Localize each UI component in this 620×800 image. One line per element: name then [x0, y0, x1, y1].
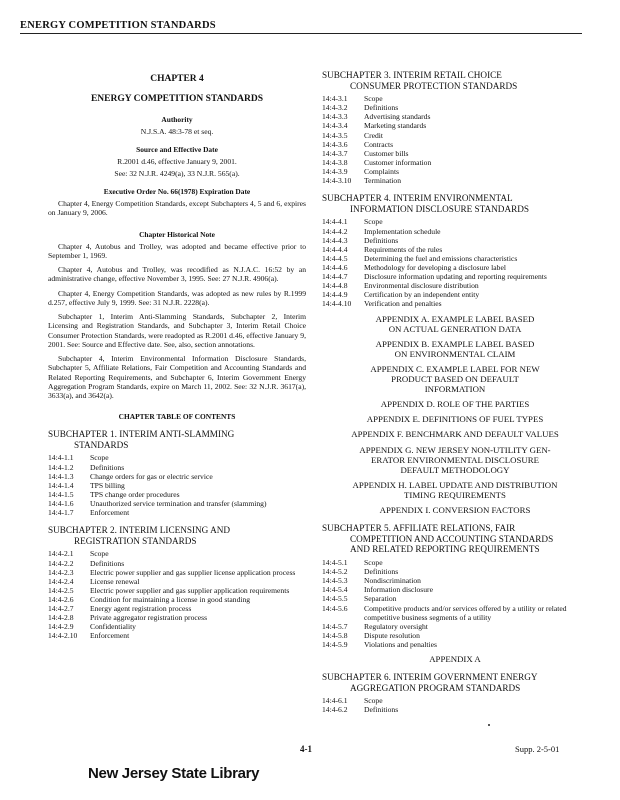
appendix-b-title: APPENDIX B. EXAMPLE LABEL BASED ON ENVIRONMENTAL CLAIM: [375, 338, 535, 359]
appendix-a-title: APPENDIX A. EXAMPLE LABEL BASED ON ACTUAL GENERATION DATA: [375, 313, 535, 334]
section-row: 14:4-5.2 Definitions: [322, 567, 399, 577]
section-row: 14:4-4.9 Certification by an independent entity: [322, 290, 480, 300]
section-row: 14:4-2.4 License renewal: [48, 576, 140, 586]
section-row: 14:4-1.6 Unauthorized service termination and transfer (slamming): [48, 499, 267, 509]
section-row: 14:4-5.9 Violations and penalties: [322, 639, 437, 649]
section-row: 14:4-3.5 Credit: [322, 130, 383, 140]
section-row: 14:4-2.8 Private aggregator registration process: [48, 613, 208, 623]
section-row: 14:4-4.8 Environmental disclosure distribution: [322, 281, 479, 291]
subchapter-6-sections: [322, 696, 588, 714]
subchapter-2-title: SUBCHAPTER 2. INTERIM LICENSING AND REGISTRATION STANDARDS: [48, 525, 230, 546]
subchapter-3-title: SUBCHAPTER 3. INTERIM RETAIL CHOICE CONSUMER PROTECTION STANDARDS: [322, 70, 518, 91]
subchapter-4-title: SUBCHAPTER 4. INTERIM ENVIRONMENTAL INFORMATION DISCLOSURE STANDARDS: [322, 193, 529, 214]
section-row: 14:4-5.3 Nondiscrimination: [322, 576, 421, 586]
subchapter-3-sections: [322, 94, 588, 185]
section-row: 14:4-2.3 Electric power supplier and gas supplier license application process: [48, 567, 296, 577]
supplement-date: Supp. 2-5-01: [515, 744, 560, 754]
appendix-f-title: APPENDIX F. BENCHMARK AND DEFAULT VALUES: [351, 429, 559, 440]
appendix-h-title: APPENDIX H. LABEL UPDATE AND DISTRIBUTION TIMING REQUIREMENTS: [352, 479, 558, 501]
section-row: 14:4-5.7 Regulatory oversight: [322, 621, 428, 631]
toc-heading: CHAPTER TABLE OF CONTENTS: [118, 412, 236, 422]
chapter-number: CHAPTER 4: [150, 74, 204, 84]
section-row: 14:4-3.2 Definitions: [322, 103, 399, 113]
section-row: 14:4-2.9 Confidentiality: [48, 622, 136, 632]
section-row: 14:4-2.10 Enforcement: [48, 631, 130, 641]
chapter-title: ENERGY COMPETITION STANDARDS: [90, 93, 264, 104]
running-head: ENERGY COMPETITION STANDARDS: [20, 20, 582, 34]
authority-text: N.J.S.A. 48:3-78 et seq.: [140, 127, 214, 137]
executive-order-text: Chapter 4, Energy Competition Standards, except Subchapters 4, 5 and 6, expires on January 9, 2006.: [48, 199, 306, 218]
stray-dot: [488, 724, 490, 726]
subchapter-4-sections: [322, 217, 588, 308]
section-row: 14:4-4.3 Definitions: [322, 235, 399, 245]
section-row: 14:4-1.1 Scope: [48, 453, 109, 463]
subchapter-2-sections: [48, 549, 306, 640]
appendix-i-title: APPENDIX I. CONVERSION FACTORS: [379, 505, 531, 516]
section-row: 14:4-6.1 Scope: [322, 696, 383, 706]
appendix-a-subchapter-5: APPENDIX A: [429, 654, 481, 665]
appendix-d-title: APPENDIX D. ROLE OF THE PARTIES: [380, 399, 530, 410]
section-row: 14:4-5.6 Competitive products and/or services offered by a utility or related competitive business segments of a utility: [322, 603, 567, 622]
section-row: 14:4-3.4 Marketing standards: [322, 121, 427, 131]
section-row: 14:4-3.7 Customer bills: [322, 148, 409, 158]
section-row: 14:4-4.2 Implementation schedule: [322, 226, 441, 236]
library-watermark: New Jersey State Library: [88, 765, 260, 782]
section-row: 14:4-3.10 Termination: [322, 176, 402, 186]
section-row: 14:4-3.3 Advertising standards: [322, 112, 431, 122]
section-row: 14:4-2.7 Energy agent registration process: [48, 604, 192, 614]
section-row: 14:4-2.5 Electric power supplier and gas supplier application requirements: [48, 585, 290, 595]
authority-heading: Authority: [161, 115, 193, 125]
subchapter-6-title: SUBCHAPTER 6. INTERIM GOVERNMENT ENERGY AGGREGATION PROGRAM STANDARDS: [322, 672, 538, 693]
section-row: 14:4-3.6 Contracts: [322, 139, 394, 149]
history-paragraph: Chapter 4, Autobus and Trolley, was adopted and became effective prior to September 1, 1969.: [48, 241, 306, 260]
section-row: 14:4-1.3 Change orders for gas or electric service: [48, 471, 213, 481]
history-paragraph: Chapter 4, Autobus and Trolley, was recodified as N.J.A.C. 16:52 by an administrative change, effective November 3, 1995. See: 27 N.J.R. 4906(a).: [48, 265, 306, 284]
subchapter-5-sections: [322, 558, 588, 649]
section-row: 14:4-3.1 Scope: [322, 94, 383, 104]
section-row: 14:4-5.4 Information disclosure: [322, 585, 433, 595]
subchapter-1-title: SUBCHAPTER 1. INTERIM ANTI-SLAMMING STANDARDS: [48, 429, 235, 450]
section-row: 14:4-1.2 Definitions: [48, 462, 125, 472]
section-row: 14:4-4.7 Disclosure information updating and reporting requirements: [322, 272, 547, 282]
section-row: 14:4-4.6 Methodology for developing a disclosure label: [322, 262, 506, 272]
section-row: 14:4-3.9 Complaints: [322, 167, 400, 177]
section-row: 14:4-1.5 TPS change order procedures: [48, 489, 180, 499]
history-paragraph: Chapter 4, Energy Competition Standards, was adopted as new rules by R.1999 d.257, effective July 9, 1999. See: 31 N.J.R. 2228(a).: [48, 288, 306, 307]
section-row: 14:4-6.2 Definitions: [322, 705, 399, 715]
executive-order-heading: Executive Order No. 66(1978) Expiration Date: [103, 186, 251, 196]
section-row: 14:4-5.8 Dispute resolution: [322, 630, 420, 640]
section-row: 14:4-1.7 Enforcement: [48, 508, 130, 518]
section-row: 14:4-2.1 Scope: [48, 549, 109, 559]
appendix-e-title: APPENDIX E. DEFINITIONS OF FUEL TYPES: [366, 414, 544, 425]
history-paragraph: Subchapter 4, Interim Environmental Information Disclosure Standards, Subchapter 5, Affiliate Relations, Fair Competition and Accounting Standards and Related Reporting Requirements, and Subchapter 6, Interim Government Energy Aggregation Program Standards, expire on March 11, 2002. See: 32 N.J.R. 3617(a), 3633(a), and 3642(a).: [48, 354, 306, 401]
history-paragraph: Subchapter 1, Interim Anti-Slamming Standards, Subchapter 2, Interim Licensing and Registration Standards, and Subchapter 3, Interim Retail Choice Consumer Protection Standards, were readopted as R.2001 d.46, effective January 9, 2001. See: Source and Effective date. See, also, section annotations.: [48, 312, 306, 349]
section-row: 14:4-4.10 Verification and penalties: [322, 299, 442, 309]
source-line-2: See: 32 N.J.R. 4249(a), 33 N.J.R. 565(a).: [114, 168, 240, 178]
section-row: 14:4-4.5 Determining the fuel and emissions characteristics: [322, 253, 518, 263]
section-row: 14:4-5.1 Scope: [322, 557, 383, 567]
section-row: 14:4-5.5 Separation: [322, 594, 397, 604]
source-line-1: R.2001 d.46, effective January 9, 2001.: [117, 157, 237, 167]
section-row: 14:4-3.8 Customer information: [322, 157, 432, 167]
subchapter-1-sections: [48, 453, 306, 517]
appendix-c-title: APPENDIX C. EXAMPLE LABEL FOR NEW PRODUCT BASED ON DEFAULT INFORMATION: [370, 363, 540, 395]
subchapter-5-title: SUBCHAPTER 5. AFFILIATE RELATIONS, FAIR COMPETITION AND ACCOUNTING STANDARDS AND RELATED REPORTING REQUIREMENTS: [322, 523, 554, 555]
section-row: 14:4-2.6 Condition for maintaining a license in good standing: [48, 594, 251, 604]
section-row: 14:4-2.2 Definitions: [48, 558, 125, 568]
appendix-g-title: APPENDIX G. NEW JERSEY NON-UTILITY GEN- ERATOR ENVIRONMENTAL DISCLOSURE DEFAULT METHODOLOGY: [359, 444, 551, 475]
source-heading: Source and Effective Date: [136, 145, 218, 155]
right-column: [322, 70, 588, 719]
section-row: 14:4-4.4 Requirements of the rules: [322, 244, 443, 254]
history-heading: Chapter Historical Note: [139, 229, 215, 239]
page-number: 4-1: [300, 744, 312, 754]
section-row: 14:4-1.4 TPS billing: [48, 480, 125, 490]
left-column: [48, 70, 306, 644]
section-row: 14:4-4.1 Scope: [322, 217, 383, 227]
